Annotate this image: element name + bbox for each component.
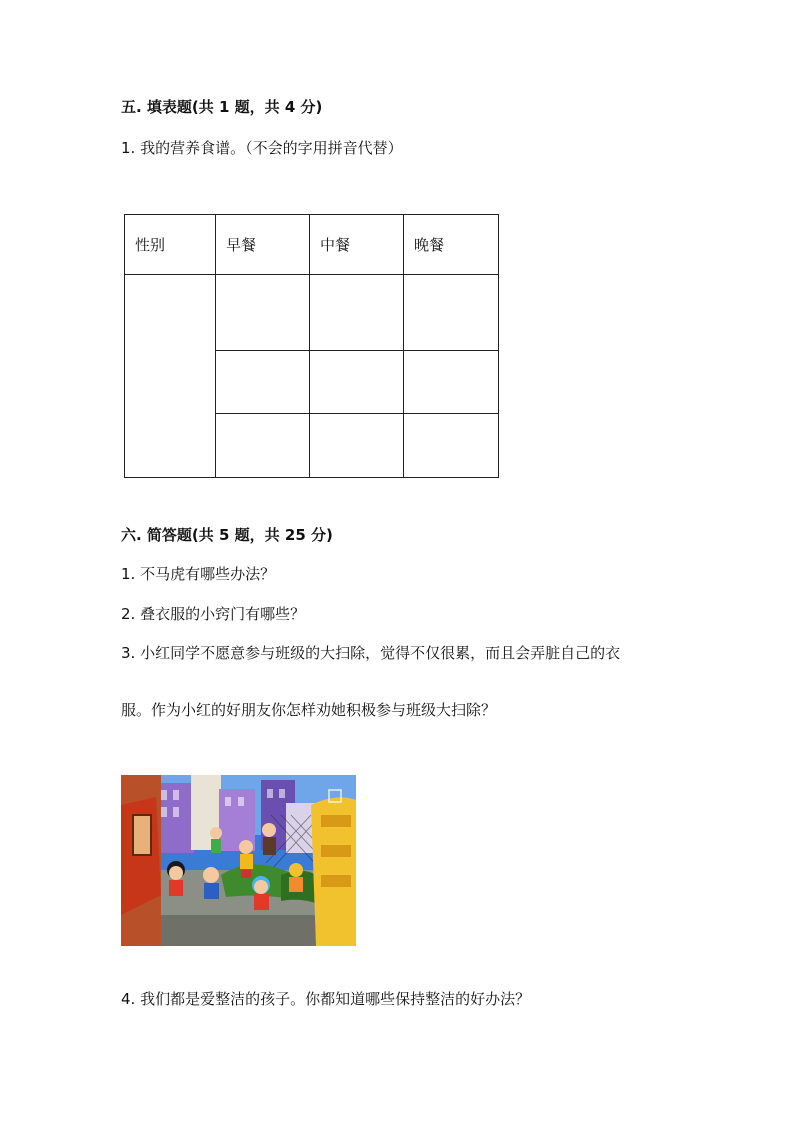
table-header-row [125,215,499,275]
header-gender: 性别 [125,215,216,275]
lunch-cell[interactable] [310,351,404,414]
dinner-cell[interactable] [404,275,499,351]
gender-cell[interactable] [125,275,216,478]
question-nutrition-menu: 1. 我的营养食谱。（不会的字用拼音代替） [121,139,403,157]
cleaning-illustration [121,775,356,946]
table-row [125,275,499,351]
nutrition-table [124,214,499,478]
dinner-cell[interactable] [404,414,499,478]
breakfast-cell[interactable] [216,351,310,414]
dinner-cell[interactable] [404,351,499,414]
lunch-cell[interactable] [310,414,404,478]
question-folding-clothes: 2. 叠衣服的小窍门有哪些？ [121,605,306,623]
question-cleaning-line1: 3. 小红同学不愿意参与班级的大扫除，觉得不仅很累，而且会弄脏自己的衣 [121,644,621,662]
breakfast-cell[interactable] [216,275,310,351]
header-breakfast: 早餐 [216,215,310,275]
section-five-title: 五. 填表题(共 1 题，共 4 分) [121,98,323,116]
question-cleaning-line2: 服。作为小红的好朋友你怎样劝她积极参与班级大扫除？ [121,701,497,719]
section-six-title: 六. 简答题(共 5 题，共 25 分) [121,526,333,544]
question-tidy-methods: 4. 我们都是爱整洁的孩子。你都知道哪些保持整洁的好办法？ [121,990,531,1008]
lunch-cell[interactable] [310,275,404,351]
question-careful-methods: 1. 不马虎有哪些办法？ [121,565,276,583]
breakfast-cell[interactable] [216,414,310,478]
header-lunch: 中餐 [310,215,404,275]
header-dinner: 晚餐 [404,215,499,275]
